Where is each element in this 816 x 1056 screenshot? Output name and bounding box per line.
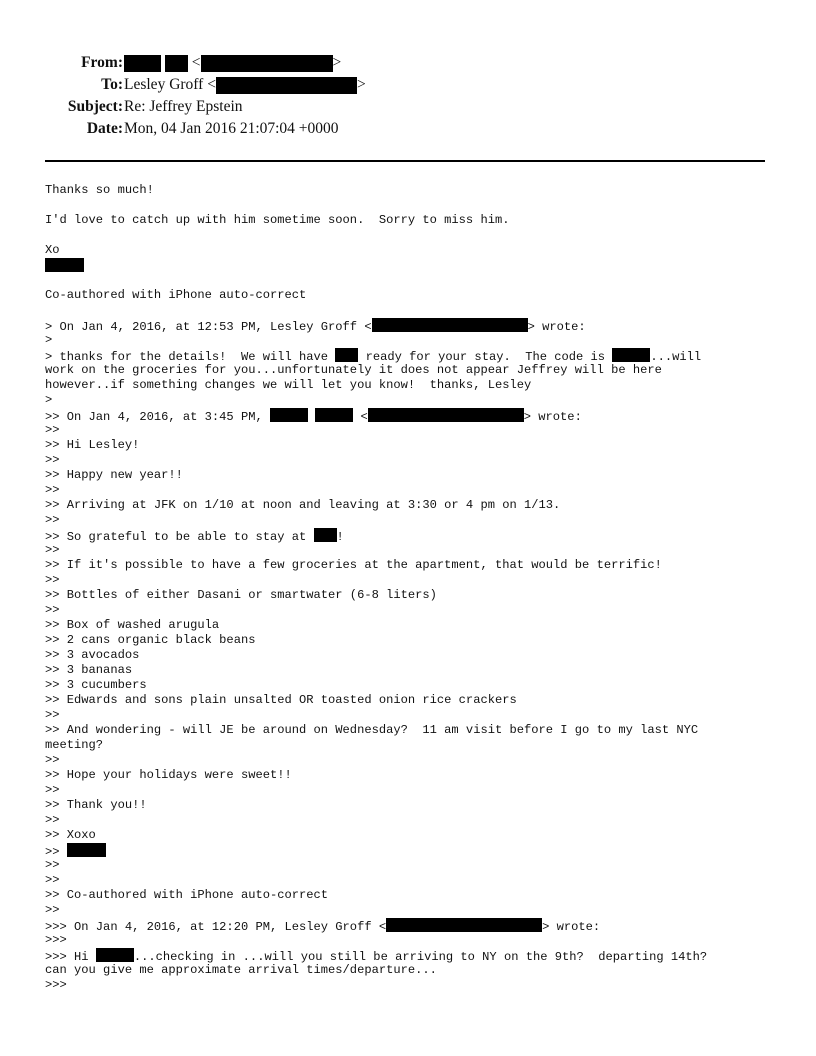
quote-line: >>> — [45, 933, 67, 947]
quote-line: >> So grateful to be able to stay at ! — [45, 530, 344, 544]
quote-line: > On Jan 4, 2016, at 12:53 PM, Lesley Groff < > wrote: — [45, 320, 586, 334]
quote-line: >> — [45, 543, 60, 557]
redaction-box — [201, 55, 333, 72]
quote-line: >> — [45, 873, 60, 887]
redaction-box — [612, 348, 650, 362]
to-bracket-close: > — [356, 76, 366, 93]
grocery-item: >> 3 bananas — [45, 663, 133, 677]
body-line: Thanks so much! — [45, 183, 154, 197]
body-line: Co-authored with iPhone auto-correct — [45, 288, 307, 302]
grocery-item: >> Box of washed arugula — [45, 618, 220, 632]
quote-line: >> Hi Lesley! — [45, 438, 140, 452]
from-bracket-close: > — [332, 54, 342, 71]
to-row — [0, 74, 816, 96]
quote-line: >> And wondering - will JE be around on Wednesday? 11 am visit before I go to my last NYC — [45, 723, 699, 737]
quote-line: >> — [45, 483, 60, 497]
quote-line: however..if something changes we will let you know! thanks, Lesley — [45, 378, 532, 392]
date-label: Date: — [86, 120, 123, 137]
subject-label: Subject: — [67, 98, 123, 115]
quote-line: >> Co-authored with iPhone auto-correct — [45, 888, 329, 902]
blank-line — [45, 273, 775, 288]
quote-line: > — [45, 333, 53, 347]
quote-line: >> On Jan 4, 2016, at 3:45 PM, < > wrote: — [45, 410, 582, 424]
quote-line: >> — [45, 423, 60, 437]
quote-line: >> Thank you!! — [45, 798, 147, 812]
quote-line: >>> — [45, 978, 67, 992]
redaction-box — [386, 918, 542, 932]
to-label: To: — [101, 76, 123, 93]
signature-line — [45, 258, 775, 273]
quote-line: meeting? — [45, 738, 104, 752]
quote-line: >> — [45, 603, 60, 617]
body-line: Xo — [45, 243, 60, 257]
redaction-box — [315, 408, 353, 422]
body-line: I'd love to catch up with him sometime soon. Sorry to miss him. — [45, 213, 510, 227]
blank-line — [45, 198, 775, 213]
redaction-box — [96, 948, 134, 962]
redaction-box — [270, 408, 308, 422]
redaction-box — [335, 348, 358, 362]
redaction-box — [314, 528, 337, 542]
header-divider — [45, 160, 765, 162]
quote-line: >> — [45, 903, 60, 917]
quote-line: >> — [45, 513, 60, 527]
subject-row — [0, 96, 816, 118]
quote-line: >> Xoxo — [45, 828, 96, 842]
grocery-item: >> 3 avocados — [45, 648, 140, 662]
redaction-box — [372, 318, 528, 332]
from-value — [124, 52, 341, 74]
quote-line: > thanks for the details! We will have ready for your stay. The code is ...will — [45, 350, 702, 364]
to-name: Lesley Groff < — [124, 76, 216, 93]
email-header — [0, 52, 816, 140]
to-value — [124, 74, 366, 96]
quote-line: >> Hope your holidays were sweet!! — [45, 768, 292, 782]
grocery-item: >> Edwards and sons plain unsalted OR toasted onion rice crackers — [45, 693, 517, 707]
redaction-box — [124, 55, 161, 72]
quote-line: >>> On Jan 4, 2016, at 12:20 PM, Lesley Groff < > wrote: — [45, 920, 601, 934]
redaction-box — [67, 843, 106, 857]
quote-line: >> — [45, 858, 60, 872]
quote-line: >> — [45, 453, 60, 467]
quote-line: >> — [45, 573, 60, 587]
blank-line — [45, 228, 775, 243]
grocery-item: >> 2 cans organic black beans — [45, 633, 256, 647]
grocery-item: >> 3 cucumbers — [45, 678, 147, 692]
quote-line: >> — [45, 708, 60, 722]
date-row — [0, 118, 816, 140]
redaction-box — [216, 77, 357, 94]
quote-line: >> — [45, 843, 775, 858]
blank-line — [45, 303, 775, 318]
quote-line: >> If it's possible to have a few groceries at the apartment, that would be terrific! — [45, 558, 662, 572]
redaction-box — [165, 55, 188, 72]
quote-line: >> Arriving at JFK on 1/10 at noon and leaving at 3:30 or 4 pm on 1/13. — [45, 498, 561, 512]
email-body — [45, 183, 775, 993]
quote-line: >> — [45, 813, 60, 827]
redaction-box — [45, 258, 84, 272]
subject-value: Re: Jeffrey Epstein — [124, 98, 243, 115]
date-value: Mon, 04 Jan 2016 21:07:04 +0000 — [124, 120, 339, 137]
from-label: From: — [81, 54, 123, 71]
quote-line: >> Bottles of either Dasani or smartwater (6-8 liters) — [45, 588, 437, 602]
quote-line: >> Happy new year!! — [45, 468, 183, 482]
from-row — [0, 52, 816, 74]
quote-line: >> — [45, 753, 60, 767]
quote-line: >> — [45, 783, 60, 797]
quote-line: can you give me approximate arrival times/departure... — [45, 963, 437, 977]
quote-line: work on the groceries for you...unfortunately it does not appear Jeffrey will be here — [45, 363, 662, 377]
quote-line: >>> Hi ...checking in ...will you still be arriving to NY on the 9th? departing 14th? — [45, 950, 708, 964]
quote-line: > — [45, 393, 53, 407]
redaction-box — [368, 408, 524, 422]
from-bracket-open: < — [191, 54, 201, 71]
